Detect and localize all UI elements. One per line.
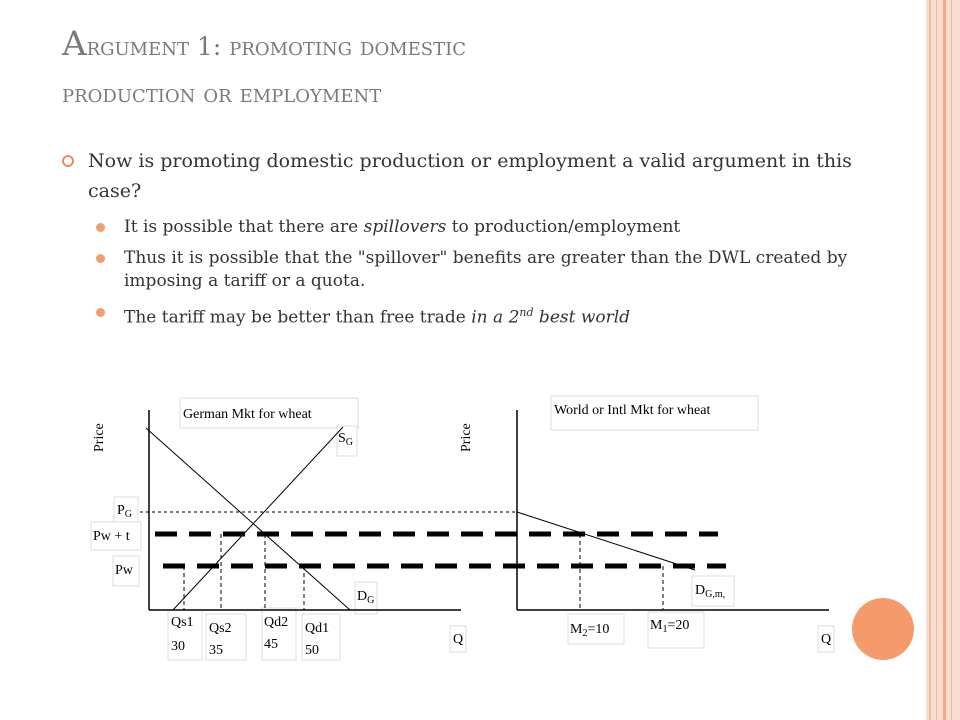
import-demand-curve — [517, 512, 695, 570]
pwt-label: Pw + t — [93, 529, 130, 544]
dg-label-main: D — [357, 589, 368, 604]
sg-label-main: S — [338, 431, 346, 446]
title-lead: A — [62, 24, 87, 64]
qd2-label: Qd2 — [264, 615, 289, 630]
pg-label-main: P — [117, 503, 125, 518]
demand-curve — [146, 428, 350, 610]
m1-label-main: M — [650, 618, 663, 633]
m2-label-value: =10 — [587, 622, 610, 637]
title-line1: rgument 1: promoting domestic — [86, 32, 466, 61]
q-left-label: Q — [453, 632, 464, 647]
m1-label-value: =20 — [667, 618, 690, 633]
pw-label: Pw — [115, 563, 133, 578]
decor-circle — [852, 598, 914, 660]
qd1-value: 50 — [305, 643, 319, 658]
q-right-label: Q — [821, 632, 832, 647]
sub2-text: Thus it is possible that the "spillover" benefits are greater than the DWL created by imposing a tariff or a quota. — [124, 248, 848, 291]
dg-label-sub: G — [367, 595, 375, 606]
qs1-label: Qs1 — [171, 615, 194, 630]
qd1-label: Qd1 — [305, 621, 330, 636]
qd2-value: 45 — [264, 637, 278, 652]
dgm-label-sub: G,m, — [705, 589, 726, 600]
sub3-text-b: in a 2 — [471, 307, 520, 328]
qs2-label: Qs2 — [209, 621, 232, 636]
qs2-value: 35 — [209, 643, 223, 658]
sub3-text-c: best world — [533, 307, 631, 328]
sub1-text-a: It is possible that there are — [124, 217, 364, 237]
bullet-main-text: Now is promoting domestic production or employment a valid argument in this case? — [88, 150, 852, 202]
right-title: World or Intl Mkt for wheat — [554, 403, 711, 418]
m2-label-sub: 2 — [582, 628, 588, 639]
m1-label-sub: 1 — [662, 624, 668, 635]
price-label-left: Price — [92, 423, 107, 452]
m1-label — [650, 618, 689, 635]
sub1-text-b: spillovers — [363, 217, 447, 237]
pg-label-sub: G — [124, 509, 133, 520]
qs1-value: 30 — [171, 639, 185, 654]
sub1-text-c: to production/employment — [446, 217, 681, 237]
title-line2: production or employment — [62, 79, 382, 108]
sub3-text-a: The tariff may be better than free trade — [124, 307, 472, 328]
m2-label — [570, 622, 609, 639]
dgm-label-main: D — [695, 583, 706, 598]
m2-label-main: M — [570, 622, 583, 637]
sg-label-sub: G — [345, 437, 354, 448]
price-label-right: Price — [459, 423, 474, 452]
left-title: German Mkt for wheat — [183, 407, 312, 422]
sub3-sup: nd — [519, 306, 534, 319]
supply-curve — [173, 427, 343, 610]
